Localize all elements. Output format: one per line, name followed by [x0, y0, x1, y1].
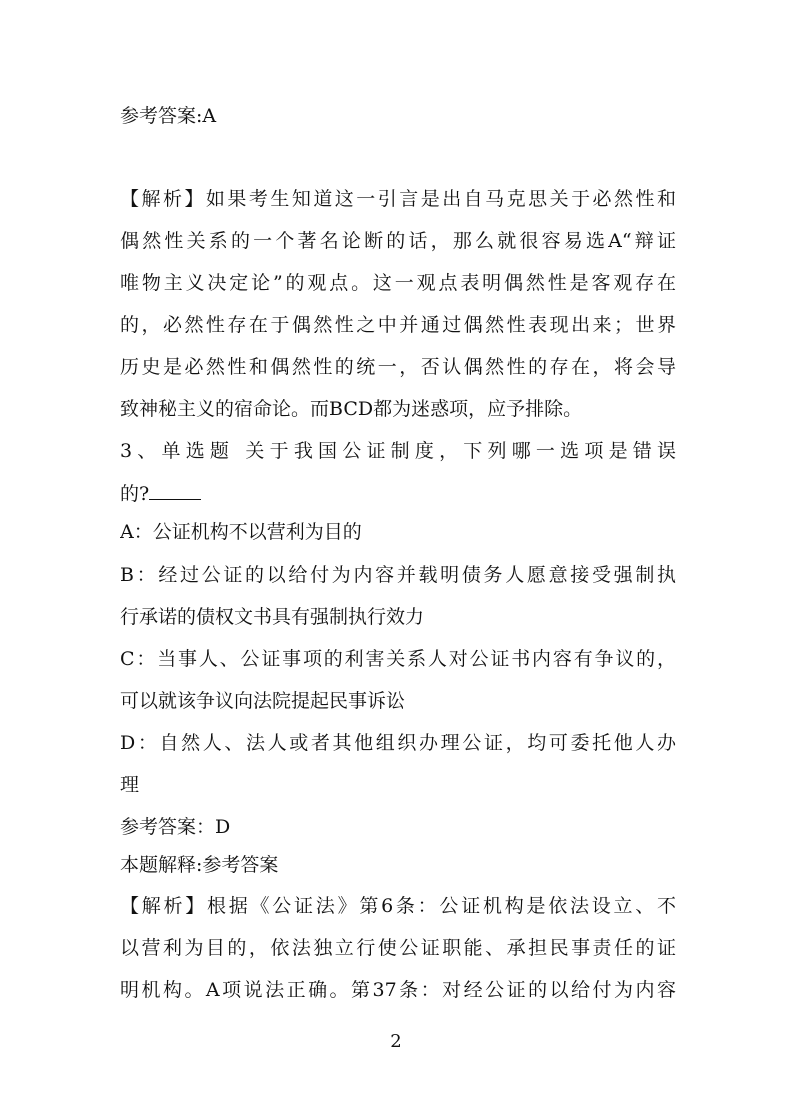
- analysis-line: 明机构。A项说法正确。第37条：对经公证的以给付为内容: [120, 979, 676, 1001]
- previous-answer: 参考答案:A: [120, 105, 217, 127]
- analysis-line: 【解析】如果考生知道这一引言是出自马克思关于必然性和: [120, 188, 676, 210]
- option-c-cont: 可以就该争议向法院提起民事诉讼: [120, 690, 406, 712]
- option-c: C：当事人、公证事项的利害关系人对公证书内容有争议的，: [120, 648, 676, 670]
- option-b: B：经过公证的以给付为内容并载明债务人愿意接受强制执: [120, 564, 676, 586]
- analysis-line: 历史是必然性和偶然性的统一，否认偶然性的存在，将会导: [120, 356, 676, 378]
- analysis-line: 【解析】根据《公证法》第6条：公证机构是依法设立、不: [120, 895, 676, 917]
- question-stem-tail: 的?: [120, 483, 150, 505]
- analysis-line: 的，必然性存在于偶然性之中并通过偶然性表现出来；世界: [120, 314, 676, 336]
- question-stem: 3、单选题 关于我国公证制度，下列哪一选项是错误: [120, 440, 676, 462]
- option-b-cont: 行承诺的债权文书具有强制执行效力: [120, 606, 425, 628]
- option-a: A：公证机构不以营利为目的: [120, 521, 362, 543]
- answer: 参考答案：D: [120, 816, 231, 838]
- question-stem-end: [120, 481, 676, 506]
- page-number: 2: [390, 1031, 402, 1052]
- answer-blank: [149, 481, 201, 500]
- option-d: D：自然人、法人或者其他组织办理公证，均可委托他人办: [120, 732, 676, 754]
- analysis-line: 以营利为目的，依法独立行使公证职能、承担民事责任的证: [120, 937, 676, 959]
- explanation-label: 本题解释:参考答案: [120, 854, 279, 876]
- analysis-line: 唯物主义决定论”的观点。这一观点表明偶然性是客观存在: [120, 272, 676, 294]
- option-d-cont: 理: [120, 774, 140, 796]
- analysis-line: 偶然性关系的一个著名论断的话，那么就很容易选A“辩证: [120, 230, 676, 252]
- analysis-line: 致神秘主义的宿命论。而BCD都为迷惑项，应予排除。: [120, 398, 583, 420]
